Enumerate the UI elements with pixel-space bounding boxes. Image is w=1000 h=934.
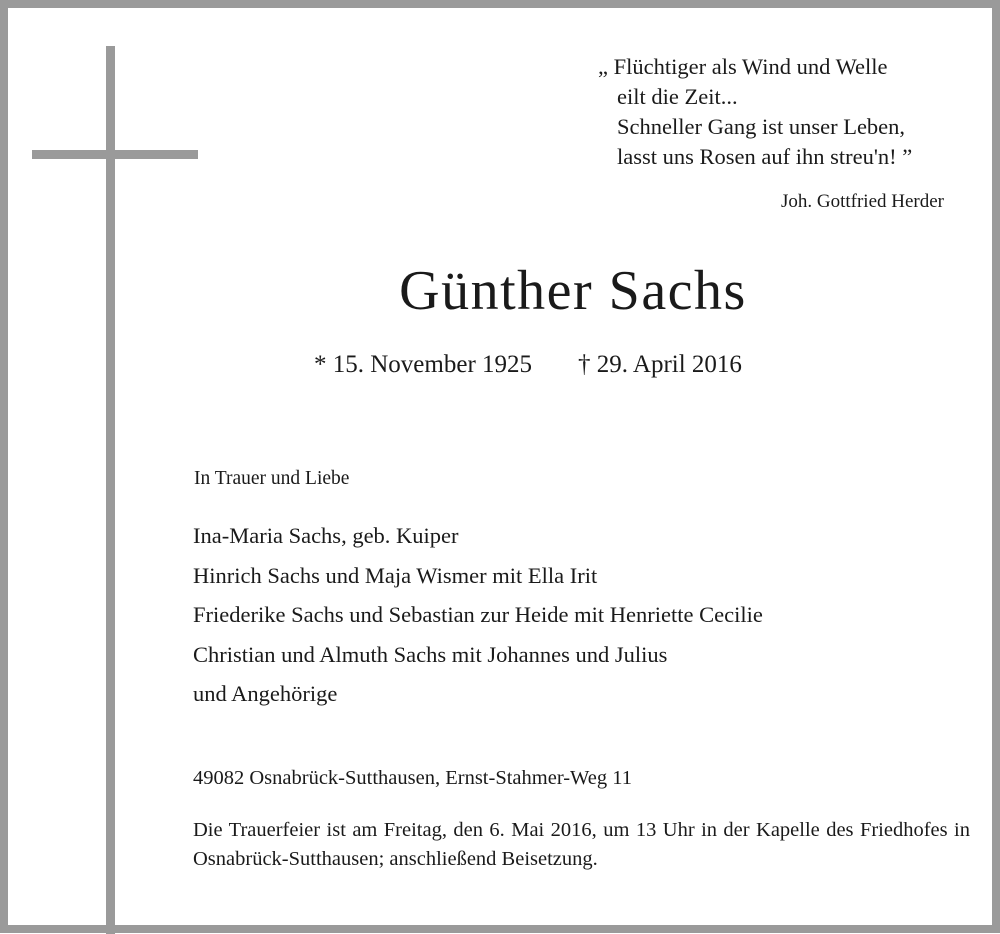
family-member: Hinrich Sachs und Maja Wismer mit Ella Irit [193, 562, 598, 588]
quote-author: Joh. Gottfried Herder [780, 191, 944, 212]
quote-line: lasst uns Rosen auf ihn streu'n! ” [617, 144, 913, 169]
death-date: † 29. April 2016 [578, 351, 742, 378]
life-dates [314, 348, 742, 382]
family-member: Ina-Maria Sachs, geb. Kuiper [193, 523, 459, 548]
cross-icon-crossbar [32, 150, 198, 159]
herder-quote [598, 52, 912, 172]
family-list [193, 516, 763, 714]
birth-date: * 15. November 1925 [314, 351, 533, 378]
cross-icon [106, 46, 115, 934]
quote-line: eilt die Zeit... [617, 84, 738, 109]
mourning-intro: In Trauer und Liebe [194, 468, 350, 489]
funeral-ceremony-info: Die Trauerfeier ist am Freitag, den 6. Mai 2016, um 13 Uhr in der Kapelle des Friedhofes in Osnabrück-Sutthausen; anschließend Beisetzung. [193, 819, 970, 870]
family-address: 49082 Osnabrück-Sutthausen, Ernst-Stahmer-Weg 11 [193, 767, 632, 789]
quote-line: „ Flüchtiger als Wind und Welle [598, 54, 888, 79]
family-member: Friederike Sachs und Sebastian zur Heide mit Henriette Cecilie [193, 602, 763, 627]
family-member: und Angehörige [193, 681, 338, 706]
quote-line: Schneller Gang ist unser Leben, [617, 114, 906, 139]
deceased-name: Günther Sachs [399, 260, 747, 322]
family-member: Christian und Almuth Sachs mit Johannes und Julius [193, 641, 668, 667]
